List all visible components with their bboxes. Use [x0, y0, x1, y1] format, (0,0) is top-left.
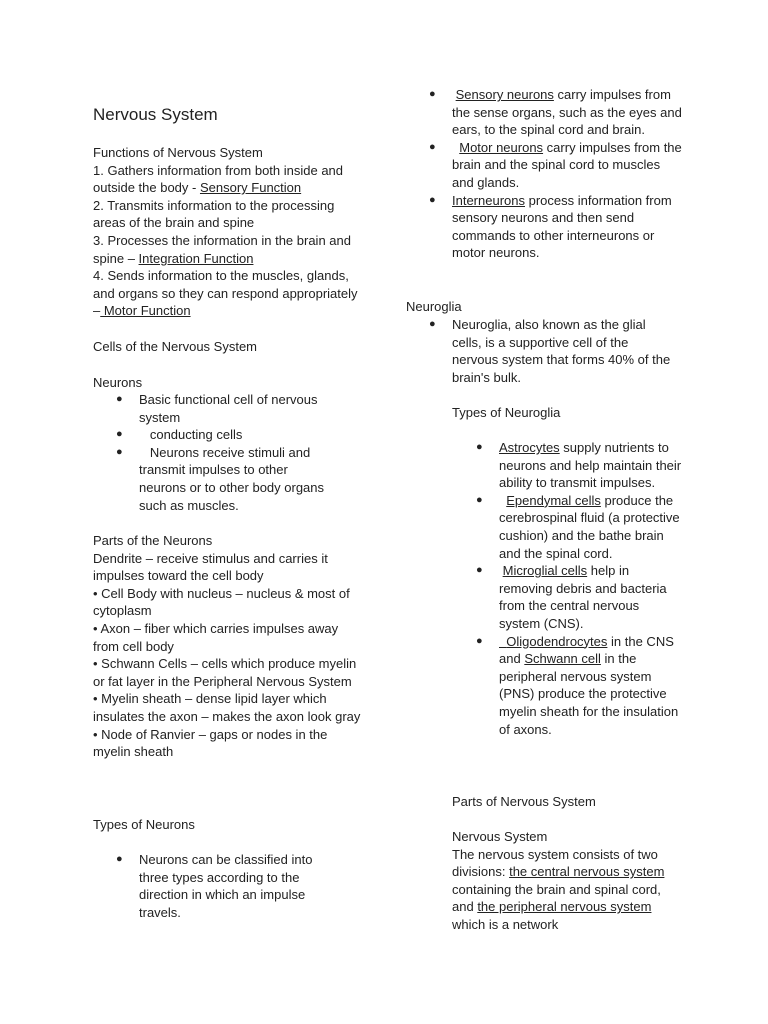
functions-section [93, 144, 363, 320]
list-item: ● Neurons receive stimuli and transmit impulses to other neurons or to other body organs such as muscles. [116, 444, 328, 513]
neuron-bullets [93, 391, 335, 514]
list-item: ● Neurons can be classified into three types according to the direction in which an impulse travels. [116, 852, 313, 920]
astrocytes-link[interactable]: Astrocytes [499, 440, 560, 455]
types-of-neuroglia-heading: Types of Neuroglia [452, 405, 561, 420]
bullet-icon: ● [429, 140, 436, 153]
bullet-icon: ● [116, 445, 123, 458]
function-item-2: 2. Transmits information to the processing areas of the brain and spine [93, 197, 335, 231]
motor-neurons-link[interactable]: Motor neurons [459, 139, 544, 155]
schwann-cell-link[interactable]: Schwann cell [524, 651, 601, 667]
neuroglia-heading: Neuroglia [406, 299, 462, 314]
types-bullets [93, 851, 335, 921]
nervous-system-heading: Nervous System [452, 829, 548, 844]
bullet-icon: ● [429, 193, 436, 206]
sensory-neurons-link[interactable]: Sensory neurons [455, 87, 554, 102]
bullet-icon: ● [476, 634, 483, 647]
oligodendrocytes-link[interactable]: Oligodendrocytes [506, 633, 608, 649]
types-of-neurons-heading: Types of Neurons [93, 817, 195, 832]
list-item: ● Ependymal cells produce the cerebrospinal fluid (a protective cushion) and the bathe brain and the spinal cord. [476, 492, 684, 561]
bullet-icon: ● [429, 88, 436, 100]
neuron-part: • Axon – fiber which carries impulses away from cell body [93, 620, 339, 654]
function-item-4: 4. Sends information to the muscles, glands, and organs so they can respond appropriately – Motor Function [93, 268, 358, 319]
neuron-part: • Myelin sheath – dense lipid layer which insulates the axon – makes the axon look gray [93, 691, 361, 724]
function-item-1: 1. Gathers information from both inside and outside the body - Sensory Function [93, 162, 344, 196]
interneurons-link[interactable]: Interneurons [452, 192, 525, 208]
neuron-parts-heading: Parts of the Neurons [93, 533, 213, 548]
neuron-part: • Cell Body with nucleus – nucleus & most of cytoplasm [93, 585, 350, 619]
neuron-part: Dendrite – receive stimulus and carries it impulses toward the cell body [93, 550, 328, 584]
functions-heading: Functions of Nervous System [93, 145, 263, 160]
list-item: ● Oligodendrocytes in the CNS and Schwann cell in the peripheral nervous system (PNS) produce the protective myelin sheath for the insulation of axons. [476, 633, 682, 737]
nervous-system-section [452, 828, 676, 934]
neuron-parts-section [93, 532, 363, 761]
neurons-heading: Neurons [93, 375, 143, 390]
glia-types-list [476, 439, 684, 738]
list-item: ● Motor neurons carry impulses from the brain and the spinal cord to muscles and glands. [429, 139, 686, 190]
sensory-function-link[interactable]: Sensory Function [199, 180, 302, 196]
neuron-types-list [406, 86, 686, 262]
ependymal-cells-link[interactable]: Ependymal cells [506, 492, 601, 508]
parts-of-nervous-system-heading: Parts of Nervous System [452, 794, 596, 809]
list-item: ● conducting cells [116, 427, 243, 443]
list-item: ● Basic functional cell of nervous system [116, 392, 318, 425]
nervous-system-text: The nervous system consists of two divisions: the central nervous system containing the brain and spinal cord, and the peripheral nervous system which is a network [452, 846, 665, 932]
list-item: ● Astrocytes supply nutrients to neurons and help maintain their ability to transmit impulses. [476, 440, 682, 491]
central-nervous-system-link[interactable]: the central nervous system [509, 864, 665, 880]
bullet-icon: ● [476, 564, 483, 577]
bullet-icon: ● [476, 493, 483, 506]
bullet-icon: ● [116, 428, 123, 441]
neuron-part: • Node of Ranvier – gaps or nodes in the myelin sheath [93, 726, 328, 760]
bullet-icon: ● [116, 853, 123, 865]
microglial-cells-link[interactable]: Microglial cells [502, 563, 588, 579]
cells-heading: Cells of the Nervous System [93, 339, 258, 354]
bullet-icon: ● [116, 393, 123, 405]
list-item: ● Sensory neurons carry impulses from the sense organs, such as the eyes and ears, to the spinal cord and brain. [429, 87, 686, 138]
page-title: Nervous System [93, 105, 218, 124]
list-item: ● Neuroglia, also known as the glial cells, is a supportive cell of the nervous system that forms 40% of the brain's bulk. [429, 317, 671, 385]
list-item: ● Interneurons process information from sensory neurons and then send commands to other interneurons or motor neurons. [429, 192, 672, 261]
peripheral-nervous-system-link[interactable]: the peripheral nervous system [477, 899, 652, 915]
bullet-icon: ● [429, 318, 436, 330]
function-item-3: 3. Processes the information in the brain and spine – Integration Function [93, 232, 351, 266]
bullet-icon: ● [476, 441, 483, 453]
neuron-part: • Schwann Cells – cells which produce myelin or fat layer in the Peripheral Nervous System [93, 656, 357, 689]
neuroglia-bullets [406, 316, 678, 386]
motor-function-link[interactable]: Motor Function [100, 303, 191, 319]
integration-function-link[interactable]: Integration Function [138, 250, 254, 266]
list-item: ● Microglial cells help in removing debris and bacteria from the central nervous system (CNS). [476, 563, 671, 631]
